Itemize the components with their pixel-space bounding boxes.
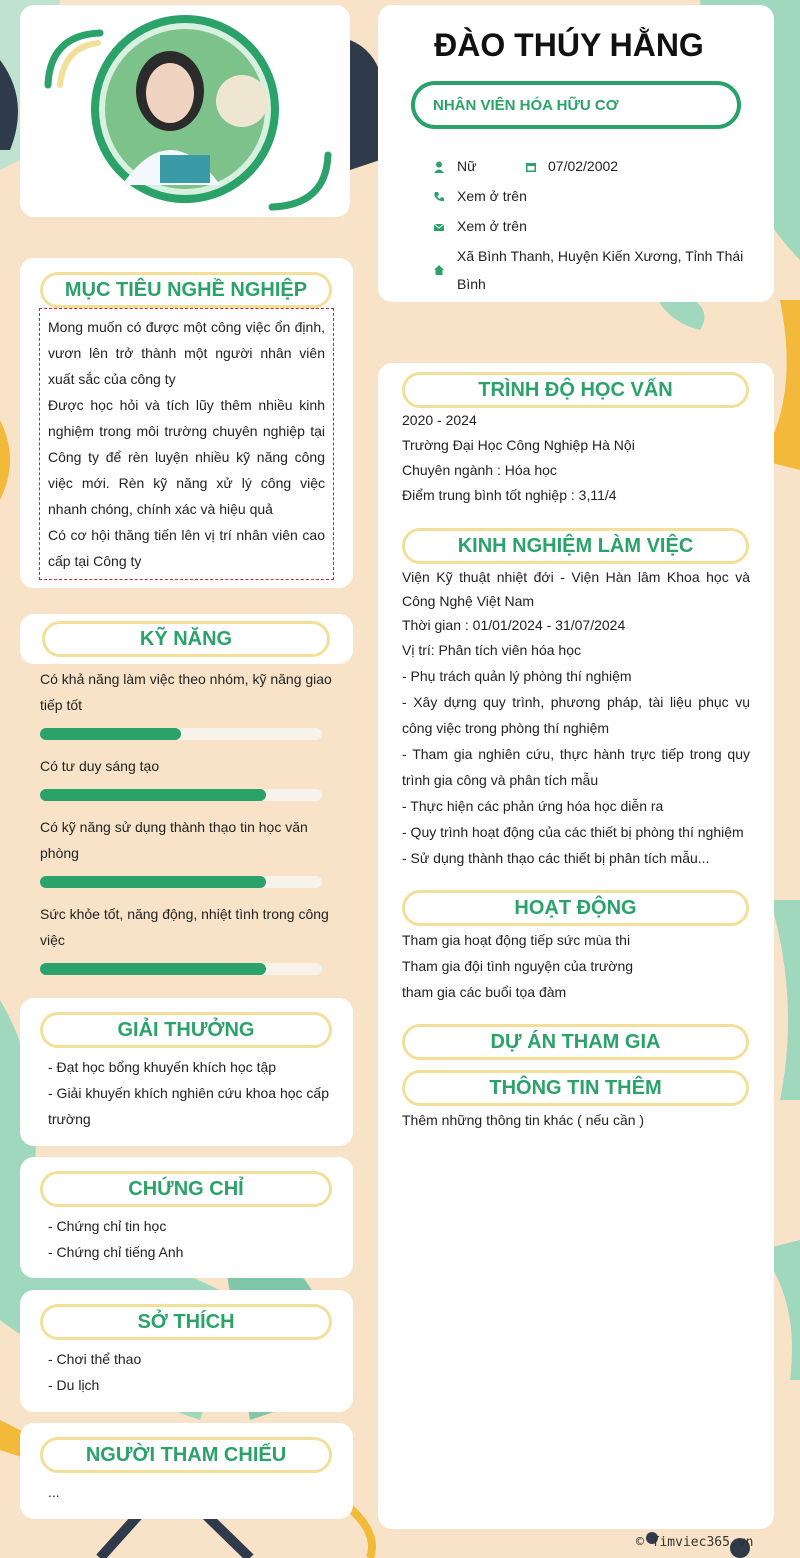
activity-item: tham gia các buổi tọa đàm <box>402 984 567 1000</box>
objective-title: MỤC TIÊU NGHỀ NGHIỆP <box>40 272 332 308</box>
projects-title: DỰ ÁN THAM GIA <box>402 1024 749 1060</box>
objective-paragraph: Mong muốn có được một công việc ổn định, vươn lên trở thành một người nhân viên xuất sắc của công ty <box>48 319 325 387</box>
certificate-item: - Chứng chỉ tiếng Anh <box>48 1244 184 1260</box>
address-value: Xã Bình Thanh, Huyện Kiến Xương, Tỉnh Thái Bình <box>457 248 744 292</box>
experience-duty: - Quy trình hoạt động của các thiết bị phòng thí nghiệm <box>402 824 744 840</box>
calendar-icon <box>525 160 537 172</box>
home-icon <box>433 263 445 275</box>
skill-bar <box>40 963 322 975</box>
position-title: NHÂN VIÊN HÓA HỮU CƠ <box>433 97 619 114</box>
award-item: - Giải khuyến khích nghiên cứu khoa học cấp trường <box>48 1085 329 1127</box>
education-line: 2020 - 2024 <box>402 412 477 428</box>
gender-value: Nữ <box>457 158 477 174</box>
skill-label: Có tư duy sáng tạo <box>40 758 160 774</box>
skills-header-card <box>20 614 353 664</box>
candidate-name: ĐÀO THÚY HẰNG <box>434 27 704 63</box>
hobbies-card <box>20 1290 353 1412</box>
experience-duty: - Phụ trách quản lý phòng thí nghiệm <box>402 668 632 684</box>
award-item: - Đạt học bổng khuyến khích học tập <box>48 1059 277 1075</box>
activity-item: Tham gia hoạt động tiếp sức mùa thi <box>402 932 631 948</box>
education-line: Chuyên ngành : Hóa học <box>402 462 557 478</box>
skill-bar <box>40 876 322 888</box>
hobby-item: - Du lịch <box>48 1377 100 1393</box>
hobbies-title: SỞ THÍCH <box>40 1304 332 1340</box>
experience-title: KINH NGHIỆM LÀM VIỆC <box>402 528 749 564</box>
dob-value: 07/02/2002 <box>548 158 619 174</box>
email-value: Xem ở trên <box>457 218 527 234</box>
extra-text: Thêm những thông tin khác ( nếu cần ) <box>402 1112 645 1128</box>
education-title: TRÌNH ĐỘ HỌC VẤN <box>402 372 749 408</box>
certificates-title: CHỨNG CHỈ <box>40 1171 332 1207</box>
mail-icon <box>433 220 445 232</box>
objective-paragraph: Được học hỏi và tích lũy thêm nhiều kinh nghiệm trong môi trường chuyên nghiệp tại Công ty để rèn luyện nhiều kỹ năng công việc mới. Rèn kỹ năng xử lý công việc nhanh chóng, chính xác và hiệu quả <box>48 397 325 517</box>
references-text: ... <box>48 1484 60 1500</box>
person-icon <box>433 160 445 172</box>
objective-card <box>20 258 353 588</box>
education-line: Điểm trung bình tốt nghiệp : 3,11/4 <box>402 487 617 503</box>
header-card <box>378 5 774 302</box>
extra-title: THÔNG TIN THÊM <box>402 1070 749 1106</box>
activities-title: HOẠT ĐỘNG <box>402 890 749 926</box>
experience-period: Thời gian : 01/01/2024 - 31/07/2024 <box>402 617 626 633</box>
skills-title: KỸ NĂNG <box>42 621 330 657</box>
references-card <box>20 1423 353 1519</box>
watermark: © Timviec365.vn <box>636 1535 754 1550</box>
skill-label: Có kỹ năng sử dụng thành thạo tin học văn phòng <box>40 819 308 861</box>
skill-label: Sức khỏe tốt, năng động, nhiệt tình trong công việc <box>40 906 329 948</box>
position-pill <box>411 81 741 129</box>
phone-value: Xem ở trên <box>457 188 527 204</box>
experience-company: Viện Kỹ thuật nhiệt đới - Viện Hàn lâm Khoa học và Công Nghệ Việt Nam <box>402 569 750 609</box>
experience-duty: - Sử dụng thành thạo các thiết bị phân tích mẫu... <box>402 850 710 866</box>
awards-title: GIẢI THƯỞNG <box>40 1012 332 1048</box>
objective-paragraph: Có cơ hội thăng tiến lên vị trí nhân viên cao cấp tại Công ty <box>48 527 325 569</box>
experience-role: Vị trí: Phân tích viên hóa học <box>402 642 581 658</box>
avatar-card <box>20 5 350 217</box>
certificates-card <box>20 1157 353 1278</box>
skill-label: Có khả năng làm việc theo nhóm, kỹ năng giao tiếp tốt <box>40 671 332 713</box>
references-title: NGƯỜI THAM CHIẾU <box>40 1437 332 1473</box>
avatar <box>20 5 350 217</box>
main-card <box>378 363 774 1529</box>
skill-bar <box>40 789 322 801</box>
experience-duty: - Tham gia nghiên cứu, thực hành trực tiếp trong quy trình gia công và phân tích mẫu <box>402 746 750 788</box>
experience-duty: - Xây dựng quy trình, phương pháp, tài liệu phục vụ công việc trong phòng thí nghiệm <box>402 694 750 736</box>
experience-duty: - Thực hiện các phản ứng hóa học diễn ra <box>402 798 664 814</box>
certificate-item: - Chứng chỉ tin học <box>48 1218 167 1234</box>
awards-card <box>20 998 353 1146</box>
skill-bar <box>40 728 322 740</box>
objective-box <box>39 308 334 580</box>
phone-icon <box>433 190 445 202</box>
hobby-item: - Chơi thể thao <box>48 1351 142 1367</box>
activity-item: Tham gia đội tình nguyện của trường <box>402 958 634 974</box>
education-line: Trường Đại Học Công Nghiệp Hà Nội <box>402 437 635 453</box>
